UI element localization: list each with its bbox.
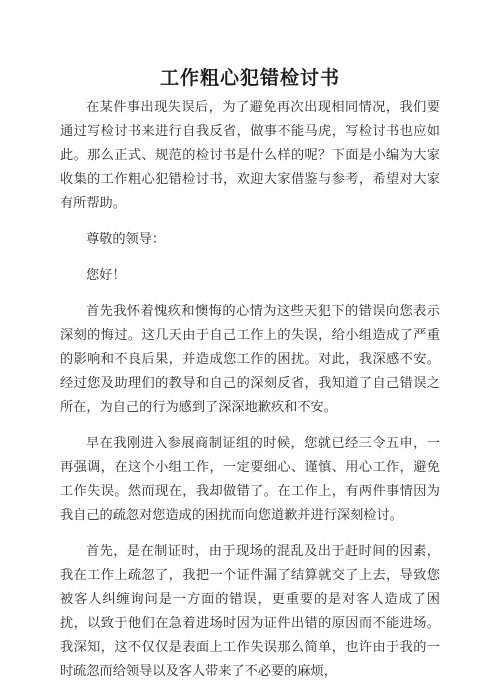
document-body [60,96,440,696]
salutation: 尊敬的领导： [86,232,166,247]
body-paragraph: 首先我怀着愧疚和懊悔的心情为这些天犯下的错误向您表示深刻的悔过。这几天由于自己工作上的失误，给小组造成了严重的影响和不良后果，并造成您工作的困扰。对此，我深感不安。经过您及助理们的教导和自己的深刻反省，我知道了自己错误之所在，为自己的行为感到了深深地歉疚和不安。 [60,304,440,415]
document-title: 工作粗心犯错检讨书 [159,67,340,89]
body-paragraph: 早在我刚进入参展商制证组的时候，您就已经三令五申，一再强调，在这个小组工作，一定要细心、谨慎、用心工作，避免工作失误。然而现在，我却做错了。在工作上，有两件事情因为我自己的疏忽对您造成的困扰而向您道歉并进行深刻检讨。 [60,436,440,523]
greeting: 您好！ [86,268,126,283]
intro-paragraph: 在某件事出现失误后，为了避免再次出现相同情况，我们要通过写检讨书来进行自我反省，做事不能马虎，写检讨书也应如此。那么正式、规范的检讨书是什么样的呢？下面是小编为大家收集的工作粗心犯错检讨书，欢迎大家借鉴与参考，希望对大家有所帮助。 [60,100,440,211]
body-paragraph: 首先，是在制证时，由于现场的混乱及出于赶时间的因素，我在工作上疏忽了，我把一个证件漏了结算就交了上去，导致您被客人纠缠询问是一方面的错误，更重要的是对客人造成了困扰，以致于他们在急着进场时因为证件出错的原因而不能进场。我深知，这不仅仅是表面上工作失误那么简单，也许由于我的一时疏忽而给领导以及客人带来了不必要的麻烦， [60,544,440,679]
